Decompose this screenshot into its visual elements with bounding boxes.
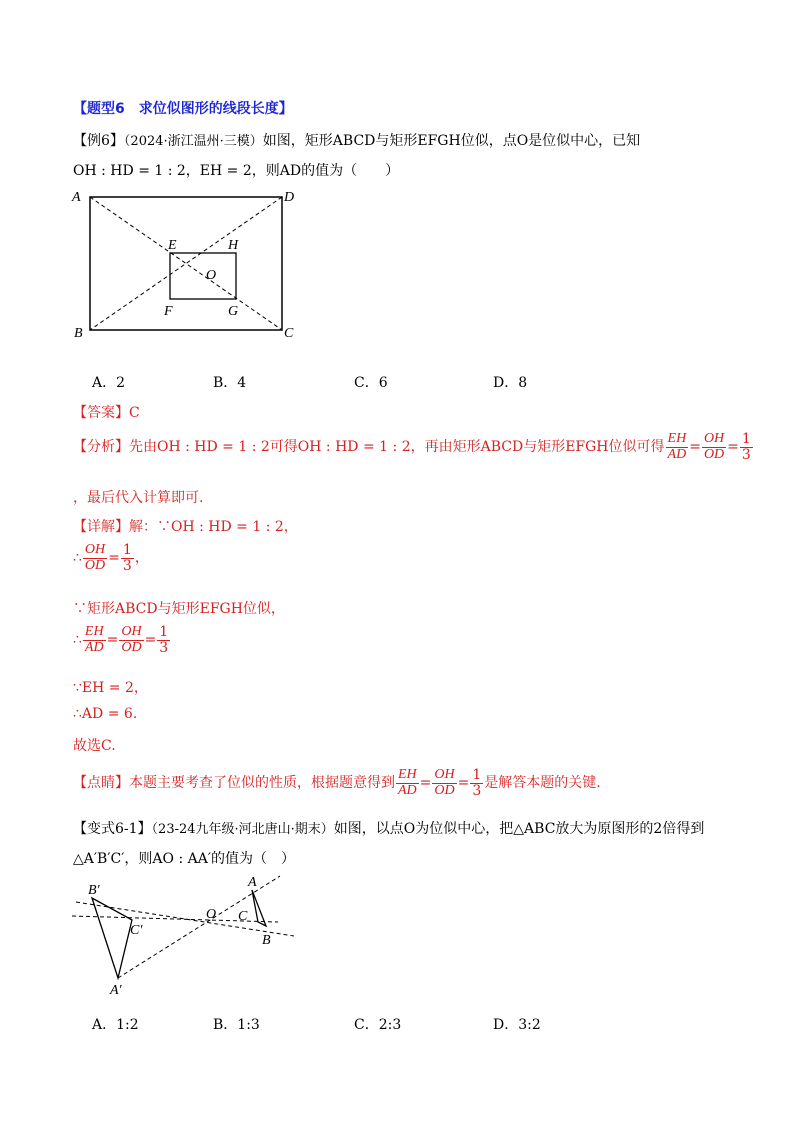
label-H: H [228, 238, 239, 253]
label-C: C [284, 326, 294, 341]
answer-line [73, 402, 140, 422]
section-title: 【题型6 求位似图形的线段长度】 [73, 101, 293, 117]
detail-fraction-oh-od-2: $\frac{OH}{OD}$ [121, 624, 142, 655]
example-source: （2024·浙江温州·三模） [123, 134, 263, 149]
comment-fraction-1-3: $\frac{1}{3}$ [472, 767, 482, 799]
label-A-prime: A′ [110, 983, 122, 998]
option-c[interactable]: C．6 [354, 375, 388, 391]
variant-option-d[interactable]: D．3:2 [493, 1017, 541, 1033]
detail-line-6: ∴AD = 6. [73, 706, 138, 722]
example-line-1 [73, 130, 640, 150]
detail-tag: 【详解】 [73, 519, 129, 535]
variant-option-a[interactable]: A．1:2 [92, 1017, 139, 1033]
answer-value: C [129, 405, 140, 421]
analysis-text-b: ，最后代入计算即可. [73, 490, 204, 506]
detail-fraction-oh-od: $\frac{OH}{OD}$ [84, 542, 106, 573]
comment-line: 【点睛】本题主要考查了位似的性质，根据题意得到 $\frac{EH}{AD}$ = $\frac{OH}{OD}$ = $\frac{1}{3}$ 是解答本题的关键. [73, 767, 601, 799]
label-C-prime: C′ [130, 923, 143, 938]
label-F: F [164, 304, 173, 319]
label-A: A [72, 190, 81, 205]
label-B-prime: B′ [88, 883, 100, 898]
analysis-text-a: 先由OH : HD = 1 : 2可得OH : HD = 1 : 2，再由矩形ABCD与矩形EFGH位似可得 [129, 439, 665, 456]
option-a[interactable]: A．2 [92, 375, 126, 391]
label-E: E [168, 238, 177, 253]
label-C-2: C [238, 909, 248, 924]
variant-text-2: △A′B′C′，则AO : AA′的值为（ ） [73, 851, 296, 867]
detail-fraction-1-3-b: $\frac{1}{3}$ [159, 624, 169, 656]
rectangle-homothety-figure [66, 185, 306, 345]
example-text-2: OH : HD = 1 : 2，EH = 2，则AD的值为（ ） [73, 163, 400, 179]
example-text-1: 如图，矩形ABCD与矩形EFGH位似，点O是位似中心，已知 [262, 133, 641, 149]
comment-fraction-oh-od: $\frac{OH}{OD}$ [434, 767, 455, 798]
detail-line-4: ∴ $\frac{EH}{AD}$ = $\frac{OH}{OD}$ = $\frac{1}{3}$ [73, 624, 169, 656]
answer-tag: 【答案】 [73, 405, 129, 421]
detail-line-2: ∴ $\frac{OH}{OD}$ = $\frac{1}{3}$ ， [73, 542, 149, 574]
variant-option-b[interactable]: B．1:3 [213, 1017, 260, 1033]
analysis-fraction-3: $\frac{1}{3}$ [741, 431, 751, 463]
label-A-2: A [248, 875, 257, 890]
detail-fraction-eh-ad: $\frac{EH}{AD}$ [84, 624, 104, 655]
option-b[interactable]: B．4 [213, 375, 247, 391]
triangle-homothety-figure [66, 870, 306, 1000]
variant-source: （23-24九年级·河北唐山·期末） [151, 822, 334, 837]
label-B: B [74, 326, 83, 341]
detail-line-1-text: 解：∵OH : HD = 1 : 2， [129, 519, 298, 535]
variant-option-c[interactable]: C．2:3 [354, 1017, 402, 1033]
detail-line-1 [73, 516, 298, 536]
analysis-fraction-2: $\frac{OH}{OD}$ [703, 431, 725, 462]
label-O-2: O [206, 907, 217, 922]
comment-tag: 【点睛】 [73, 775, 129, 792]
detail-fraction-1-3: $\frac{1}{3}$ [122, 542, 132, 574]
analysis-tag: 【分析】 [73, 439, 129, 456]
label-B-2: B [262, 933, 271, 948]
label-O: O [206, 268, 217, 283]
option-d[interactable]: D．8 [493, 375, 528, 391]
analysis-fraction-1: $\frac{EH}{AD}$ [667, 431, 687, 462]
detail-line-7: 故选C. [73, 738, 116, 754]
detail-line-3: ∵矩形ABCD与矩形EFGH位似， [73, 601, 285, 617]
example-tag: 【例6】 [73, 133, 124, 149]
analysis-line: 【分析】先由OH : HD = 1 : 2可得OH : HD = 1 : 2，再由矩形ABCD与矩形EFGH位似可得 $\frac{EH}{AD}$ = $\frac{OH}{OD}$ = $\frac{1}{3}$ [73, 431, 751, 463]
comment-fraction-eh-ad: $\frac{EH}{AD}$ [398, 767, 417, 798]
variant-tag: 【变式6-1】 [73, 821, 152, 837]
label-G: G [228, 304, 239, 319]
variant-line-1: 【变式6-1】（23-24九年级·河北唐山·期末）如图，以点O为位似中心，把△ABC放大为原图形的2倍得到 [73, 821, 705, 837]
label-D: D [284, 190, 295, 205]
detail-line-5: ∵EH = 2， [73, 680, 148, 696]
